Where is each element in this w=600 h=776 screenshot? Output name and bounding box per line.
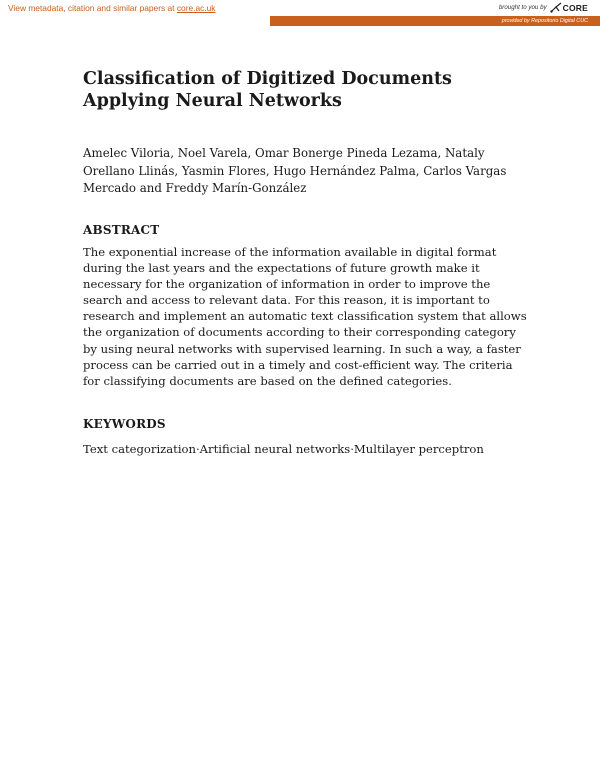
provided-by-bar: provided by Repositorio Digital CUC	[270, 16, 600, 26]
core-logo[interactable]	[550, 2, 588, 13]
brought-to-you-by	[499, 2, 588, 13]
keywords-heading: KEYWORDS	[83, 417, 166, 431]
view-metadata-text: View metadata, citation and similar papers at	[8, 3, 177, 13]
core-domain-link[interactable]: core.ac.uk	[176, 3, 216, 13]
paper-authors: Amelec Viloria, Noel Varela, Omar Bonerge Pineda Lezama, Nataly Orellano Llinás, Yasmin Flores, Hugo Hernández Palma, Carlos Vargas Mercado and Freddy Marín-González	[83, 146, 507, 195]
paper-title: Classification of Digitized Documents Applying Neural Networks	[83, 69, 452, 111]
core-logo-text: CORE	[562, 2, 588, 13]
keywords-text: Text categorization·Artificial neural networks·Multilayer perceptron	[83, 442, 484, 456]
brought-text: brought to you by	[498, 4, 547, 11]
core-logo-icon	[550, 2, 562, 13]
view-metadata-link[interactable]	[8, 3, 215, 13]
abstract-text: The exponential increase of the information available in digital format during the last years and the expectations of future growth make it necessary for the organization of information in order to improve the search and access to relevant data. For this reason, it is important to research and implement an automatic text classification system that allows the organization of documents according to their corresponding category by using neural networks with supervised learning. In such a way, a faster process can be carried out in a timely and cost-efficient way. The criteria for classifying documents are based on the defined categories.	[83, 245, 527, 388]
abstract-heading: ABSTRACT	[83, 223, 160, 237]
core-banner	[0, 0, 600, 26]
